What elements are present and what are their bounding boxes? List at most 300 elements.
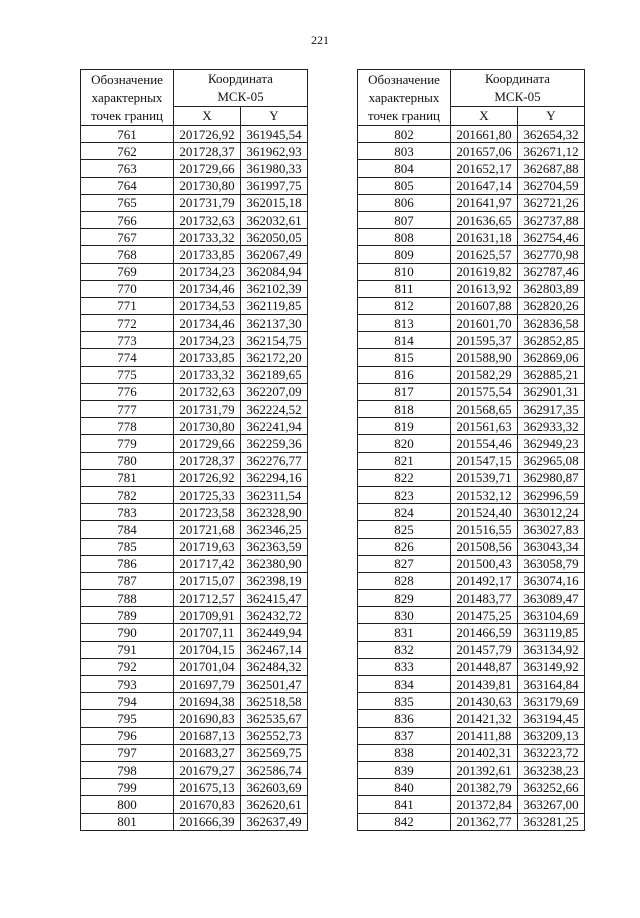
x-coordinate-cell: 201575,54 <box>451 383 518 400</box>
x-coordinate-cell: 201647,14 <box>451 177 518 194</box>
point-header-line-1: Обозначение <box>368 71 440 87</box>
x-coordinate-cell: 201641,97 <box>451 194 518 211</box>
table-row <box>358 280 585 297</box>
y-coordinate-cell: 362154,75 <box>241 332 308 349</box>
point-number-cell: 767 <box>81 229 174 246</box>
x-coordinate-cell: 201595,37 <box>451 332 518 349</box>
y-coordinate-cell: 363134,92 <box>518 641 585 658</box>
point-number-cell: 798 <box>81 761 174 778</box>
x-coordinate-cell: 201439,81 <box>451 676 518 693</box>
x-coordinate-cell: 201475,25 <box>451 607 518 624</box>
x-coordinate-cell: 201516,55 <box>451 521 518 538</box>
y-coordinate-cell: 363281,25 <box>518 813 585 830</box>
table-row <box>81 607 308 624</box>
point-number-cell: 785 <box>81 538 174 555</box>
y-coordinate-cell: 362449,94 <box>241 624 308 641</box>
point-number-cell: 794 <box>81 693 174 710</box>
point-number-cell: 765 <box>81 194 174 211</box>
y-coordinate-cell: 362671,12 <box>518 143 585 160</box>
point-number-cell: 800 <box>81 796 174 813</box>
table-row <box>81 229 308 246</box>
point-number-cell: 773 <box>81 332 174 349</box>
y-coordinate-cell: 362224,52 <box>241 401 308 418</box>
table-row <box>358 607 585 624</box>
x-coordinate-cell: 201697,79 <box>174 676 241 693</box>
table-row <box>81 452 308 469</box>
table-row <box>358 366 585 383</box>
point-number-cell: 769 <box>81 263 174 280</box>
x-coordinate-cell: 201547,15 <box>451 452 518 469</box>
point-number-cell: 837 <box>358 727 451 744</box>
point-number-cell: 836 <box>358 710 451 727</box>
table-row <box>358 126 585 143</box>
point-number-cell: 834 <box>358 676 451 693</box>
y-coordinate-cell: 363089,47 <box>518 590 585 607</box>
point-header-line-1: Обозначение <box>91 71 163 87</box>
point-number-cell: 793 <box>81 676 174 693</box>
y-coordinate-cell: 362721,26 <box>518 194 585 211</box>
point-number-cell: 833 <box>358 658 451 675</box>
x-coordinate-cell: 201561,63 <box>451 418 518 435</box>
table-row <box>81 658 308 675</box>
y-coordinate-cell: 362137,30 <box>241 315 308 332</box>
y-coordinate-cell: 363238,23 <box>518 761 585 778</box>
point-number-cell: 824 <box>358 504 451 521</box>
table-row <box>81 710 308 727</box>
table-row <box>358 383 585 400</box>
y-coordinate-cell: 363012,24 <box>518 504 585 521</box>
x-coordinate-cell: 201631,18 <box>451 229 518 246</box>
table-row <box>81 349 308 366</box>
point-number-cell: 771 <box>81 297 174 314</box>
point-number-cell: 823 <box>358 486 451 503</box>
point-number-cell: 779 <box>81 435 174 452</box>
point-number-cell: 774 <box>81 349 174 366</box>
y-coordinate-cell: 362294,16 <box>241 469 308 486</box>
point-number-cell: 795 <box>81 710 174 727</box>
point-header-line-3: точек границ <box>90 107 164 123</box>
x-coordinate-cell: 201402,31 <box>451 744 518 761</box>
y-coordinate-cell: 363104,69 <box>518 607 585 624</box>
point-number-cell: 816 <box>358 366 451 383</box>
y-coordinate-cell: 362787,46 <box>518 263 585 280</box>
point-number-cell: 784 <box>81 521 174 538</box>
y-coordinate-cell: 362259,36 <box>241 435 308 452</box>
y-coordinate-cell: 361962,93 <box>241 143 308 160</box>
point-number-cell: 762 <box>81 143 174 160</box>
table-row <box>81 126 308 143</box>
point-number-cell: 766 <box>81 211 174 228</box>
table-row <box>81 590 308 607</box>
x-coordinate-cell: 201661,80 <box>451 126 518 143</box>
y-coordinate-cell: 362933,32 <box>518 418 585 435</box>
x-coordinate-cell: 201732,63 <box>174 211 241 228</box>
x-coordinate-cell: 201382,79 <box>451 779 518 796</box>
y-coordinate-cell: 362869,06 <box>518 349 585 366</box>
table-row <box>358 710 585 727</box>
table-row <box>358 572 585 589</box>
x-coordinate-cell: 201362,77 <box>451 813 518 830</box>
point-number-cell: 830 <box>358 607 451 624</box>
table-row <box>358 401 585 418</box>
coord-header-line-1: Координата <box>208 71 273 86</box>
y-coordinate-cell: 363252,66 <box>518 779 585 796</box>
point-number-cell: 827 <box>358 555 451 572</box>
table-row <box>358 211 585 228</box>
table-row <box>358 779 585 796</box>
x-coordinate-cell: 201734,46 <box>174 315 241 332</box>
y-coordinate-cell: 362980,87 <box>518 469 585 486</box>
table-row <box>81 469 308 486</box>
table-row <box>358 435 585 452</box>
point-number-cell: 780 <box>81 452 174 469</box>
coord-header-line-2: МСК-05 <box>217 89 264 104</box>
table-row <box>358 590 585 607</box>
point-number-cell: 799 <box>81 779 174 796</box>
table-row <box>81 779 308 796</box>
point-number-cell: 809 <box>358 246 451 263</box>
x-coordinate-cell: 201734,23 <box>174 263 241 280</box>
table-row <box>81 624 308 641</box>
x-coordinate-cell: 201492,17 <box>451 572 518 589</box>
x-coordinate-cell: 201675,13 <box>174 779 241 796</box>
x-coordinate-cell: 201723,58 <box>174 504 241 521</box>
y-coordinate-cell: 362949,23 <box>518 435 585 452</box>
y-coordinate-cell: 362501,47 <box>241 676 308 693</box>
y-coordinate-cell: 362032,61 <box>241 211 308 228</box>
point-number-cell: 789 <box>81 607 174 624</box>
point-number-cell: 828 <box>358 572 451 589</box>
x-coordinate-cell: 201411,88 <box>451 727 518 744</box>
y-coordinate-cell: 362015,18 <box>241 194 308 211</box>
y-coordinate-cell: 363074,16 <box>518 572 585 589</box>
x-coordinate-cell: 201601,70 <box>451 315 518 332</box>
table-row <box>81 401 308 418</box>
y-coordinate-cell: 362569,75 <box>241 744 308 761</box>
table-row <box>81 538 308 555</box>
point-number-cell: 829 <box>358 590 451 607</box>
y-coordinate-cell: 363267,00 <box>518 796 585 813</box>
table-row <box>81 761 308 778</box>
x-coordinate-cell: 201539,71 <box>451 469 518 486</box>
table-row <box>358 486 585 503</box>
point-number-cell: 805 <box>358 177 451 194</box>
x-coordinate-cell: 201732,63 <box>174 383 241 400</box>
table-row <box>358 332 585 349</box>
x-coordinate-cell: 201715,07 <box>174 572 241 589</box>
table-row <box>358 263 585 280</box>
point-number-cell: 808 <box>358 229 451 246</box>
coordinates-table-right <box>357 69 585 831</box>
table-row <box>81 263 308 280</box>
y-coordinate-cell: 362852,85 <box>518 332 585 349</box>
point-header <box>358 70 451 126</box>
point-number-cell: 781 <box>81 469 174 486</box>
y-coordinate-cell: 362737,88 <box>518 211 585 228</box>
point-header-line-3: точек границ <box>367 107 441 123</box>
point-number-cell: 821 <box>358 452 451 469</box>
y-coordinate-cell: 362704,59 <box>518 177 585 194</box>
left-table-body <box>81 126 308 831</box>
x-coordinate-cell: 201666,39 <box>174 813 241 830</box>
table-row <box>81 813 308 830</box>
table-row <box>81 160 308 177</box>
y-coordinate-cell: 362754,46 <box>518 229 585 246</box>
point-number-cell: 791 <box>81 641 174 658</box>
coord-header-line-1: Координата <box>485 71 550 86</box>
x-coordinate-cell: 201729,66 <box>174 435 241 452</box>
point-number-cell: 841 <box>358 796 451 813</box>
y-coordinate-cell: 362467,14 <box>241 641 308 658</box>
point-number-cell: 839 <box>358 761 451 778</box>
y-coordinate-cell: 362380,90 <box>241 555 308 572</box>
x-coordinate-cell: 201652,17 <box>451 160 518 177</box>
table-row <box>358 624 585 641</box>
y-coordinate-cell: 362484,32 <box>241 658 308 675</box>
x-header: X <box>174 107 241 126</box>
table-row <box>358 504 585 521</box>
y-coordinate-cell: 362084,94 <box>241 263 308 280</box>
point-number-cell: 788 <box>81 590 174 607</box>
point-number-cell: 813 <box>358 315 451 332</box>
table-row <box>358 693 585 710</box>
y-coordinate-cell: 362917,35 <box>518 401 585 418</box>
y-coordinate-cell: 362637,49 <box>241 813 308 830</box>
table-row <box>81 555 308 572</box>
x-coordinate-cell: 201731,79 <box>174 194 241 211</box>
x-coordinate-cell: 201726,92 <box>174 126 241 143</box>
point-number-cell: 811 <box>358 280 451 297</box>
y-coordinate-cell: 362620,61 <box>241 796 308 813</box>
y-coordinate-cell: 363027,83 <box>518 521 585 538</box>
table-row <box>358 452 585 469</box>
x-coordinate-cell: 201448,87 <box>451 658 518 675</box>
point-number-cell: 831 <box>358 624 451 641</box>
point-number-cell: 782 <box>81 486 174 503</box>
point-number-cell: 775 <box>81 366 174 383</box>
x-coordinate-cell: 201726,92 <box>174 469 241 486</box>
point-number-cell: 787 <box>81 572 174 589</box>
point-number-cell: 801 <box>81 813 174 830</box>
table-row <box>81 177 308 194</box>
x-coordinate-cell: 201730,80 <box>174 418 241 435</box>
x-coordinate-cell: 201725,33 <box>174 486 241 503</box>
x-coordinate-cell: 201532,12 <box>451 486 518 503</box>
x-coordinate-cell: 201721,68 <box>174 521 241 538</box>
y-coordinate-cell: 363194,45 <box>518 710 585 727</box>
point-number-cell: 806 <box>358 194 451 211</box>
y-coordinate-cell: 361997,75 <box>241 177 308 194</box>
y-coordinate-cell: 362535,67 <box>241 710 308 727</box>
x-coordinate-cell: 201728,37 <box>174 143 241 160</box>
page-number: 221 <box>311 33 329 47</box>
right-table-body <box>358 126 585 831</box>
point-number-cell: 776 <box>81 383 174 400</box>
x-coordinate-cell: 201524,40 <box>451 504 518 521</box>
point-header-line-2: характерных <box>91 89 163 105</box>
y-coordinate-cell: 363179,69 <box>518 693 585 710</box>
y-coordinate-cell: 362901,31 <box>518 383 585 400</box>
y-coordinate-cell: 363209,13 <box>518 727 585 744</box>
x-coordinate-cell: 201734,46 <box>174 280 241 297</box>
table-row <box>81 572 308 589</box>
point-number-cell: 790 <box>81 624 174 641</box>
table-row <box>81 383 308 400</box>
y-coordinate-cell: 362207,09 <box>241 383 308 400</box>
table-row <box>358 658 585 675</box>
x-coordinate-cell: 201619,82 <box>451 263 518 280</box>
point-number-cell: 763 <box>81 160 174 177</box>
point-number-cell: 835 <box>358 693 451 710</box>
x-coordinate-cell: 201712,57 <box>174 590 241 607</box>
point-number-cell: 842 <box>358 813 451 830</box>
table-row <box>81 143 308 160</box>
table-row <box>81 693 308 710</box>
table-row <box>81 280 308 297</box>
point-number-cell: 807 <box>358 211 451 228</box>
table-row <box>81 211 308 228</box>
point-number-cell: 764 <box>81 177 174 194</box>
x-coordinate-cell: 201719,63 <box>174 538 241 555</box>
table-row <box>81 297 308 314</box>
table-row <box>358 555 585 572</box>
x-coordinate-cell: 201582,29 <box>451 366 518 383</box>
x-coordinate-cell: 201679,27 <box>174 761 241 778</box>
table-row <box>358 194 585 211</box>
y-coordinate-cell: 362586,74 <box>241 761 308 778</box>
table-row <box>358 538 585 555</box>
table-row <box>358 297 585 314</box>
y-coordinate-cell: 363164,84 <box>518 676 585 693</box>
x-coordinate-cell: 201568,65 <box>451 401 518 418</box>
y-header: Y <box>518 107 585 126</box>
point-number-cell: 804 <box>358 160 451 177</box>
table-row <box>358 160 585 177</box>
table-row <box>358 229 585 246</box>
y-header: Y <box>241 107 308 126</box>
y-coordinate-cell: 362996,59 <box>518 486 585 503</box>
table-row <box>81 315 308 332</box>
table-row <box>81 676 308 693</box>
table-row <box>358 813 585 830</box>
y-coordinate-cell: 362415,47 <box>241 590 308 607</box>
x-coordinate-cell: 201687,13 <box>174 727 241 744</box>
table-row <box>81 504 308 521</box>
x-coordinate-cell: 201483,77 <box>451 590 518 607</box>
coordinates-table-left <box>80 69 308 831</box>
y-coordinate-cell: 362050,05 <box>241 229 308 246</box>
point-number-cell: 803 <box>358 143 451 160</box>
table-row <box>358 177 585 194</box>
table-row <box>81 744 308 761</box>
x-coordinate-cell: 201734,23 <box>174 332 241 349</box>
x-coordinate-cell: 201730,80 <box>174 177 241 194</box>
point-number-cell: 777 <box>81 401 174 418</box>
point-number-cell: 822 <box>358 469 451 486</box>
y-coordinate-cell: 362836,58 <box>518 315 585 332</box>
point-header <box>81 70 174 126</box>
point-number-cell: 814 <box>358 332 451 349</box>
x-coordinate-cell: 201500,43 <box>451 555 518 572</box>
point-number-cell: 761 <box>81 126 174 143</box>
point-number-cell: 786 <box>81 555 174 572</box>
table-row <box>81 727 308 744</box>
coord-header <box>174 70 308 107</box>
point-number-cell: 797 <box>81 744 174 761</box>
point-number-cell: 820 <box>358 435 451 452</box>
coord-header-line-2: МСК-05 <box>494 89 541 104</box>
coord-header <box>451 70 585 107</box>
point-number-cell: 812 <box>358 297 451 314</box>
x-coordinate-cell: 201392,61 <box>451 761 518 778</box>
y-coordinate-cell: 362518,58 <box>241 693 308 710</box>
y-coordinate-cell: 362432,72 <box>241 607 308 624</box>
x-coordinate-cell: 201729,66 <box>174 160 241 177</box>
x-coordinate-cell: 201694,38 <box>174 693 241 710</box>
y-coordinate-cell: 362189,65 <box>241 366 308 383</box>
y-coordinate-cell: 363119,85 <box>518 624 585 641</box>
x-coordinate-cell: 201508,56 <box>451 538 518 555</box>
x-coordinate-cell: 201588,90 <box>451 349 518 366</box>
y-coordinate-cell: 362119,85 <box>241 297 308 314</box>
y-coordinate-cell: 362885,21 <box>518 366 585 383</box>
x-coordinate-cell: 201734,53 <box>174 297 241 314</box>
table-row <box>358 676 585 693</box>
table-row <box>358 418 585 435</box>
x-coordinate-cell: 201709,91 <box>174 607 241 624</box>
y-coordinate-cell: 362820,26 <box>518 297 585 314</box>
point-number-cell: 826 <box>358 538 451 555</box>
y-coordinate-cell: 361980,33 <box>241 160 308 177</box>
point-number-cell: 819 <box>358 418 451 435</box>
x-coordinate-cell: 201430,63 <box>451 693 518 710</box>
point-number-cell: 810 <box>358 263 451 280</box>
y-coordinate-cell: 362276,77 <box>241 452 308 469</box>
y-coordinate-cell: 362346,25 <box>241 521 308 538</box>
table-row <box>81 796 308 813</box>
y-coordinate-cell: 362241,94 <box>241 418 308 435</box>
x-coordinate-cell: 201636,65 <box>451 211 518 228</box>
table-row <box>358 315 585 332</box>
table-row <box>81 521 308 538</box>
y-coordinate-cell: 362398,19 <box>241 572 308 589</box>
x-coordinate-cell: 201466,59 <box>451 624 518 641</box>
point-number-cell: 768 <box>81 246 174 263</box>
point-number-cell: 840 <box>358 779 451 796</box>
y-coordinate-cell: 362311,54 <box>241 486 308 503</box>
point-number-cell: 772 <box>81 315 174 332</box>
x-coordinate-cell: 201707,11 <box>174 624 241 641</box>
x-coordinate-cell: 201704,15 <box>174 641 241 658</box>
table-row <box>81 194 308 211</box>
table-row <box>358 761 585 778</box>
point-number-cell: 792 <box>81 658 174 675</box>
y-coordinate-cell: 362067,49 <box>241 246 308 263</box>
x-coordinate-cell: 201690,83 <box>174 710 241 727</box>
x-coordinate-cell: 201613,92 <box>451 280 518 297</box>
point-number-cell: 802 <box>358 126 451 143</box>
x-header: X <box>451 107 518 126</box>
table-row <box>358 641 585 658</box>
x-coordinate-cell: 201728,37 <box>174 452 241 469</box>
table-row <box>81 641 308 658</box>
point-number-cell: 825 <box>358 521 451 538</box>
y-coordinate-cell: 361945,54 <box>241 126 308 143</box>
point-number-cell: 817 <box>358 383 451 400</box>
x-coordinate-cell: 201607,88 <box>451 297 518 314</box>
table-row <box>358 521 585 538</box>
x-coordinate-cell: 201372,84 <box>451 796 518 813</box>
